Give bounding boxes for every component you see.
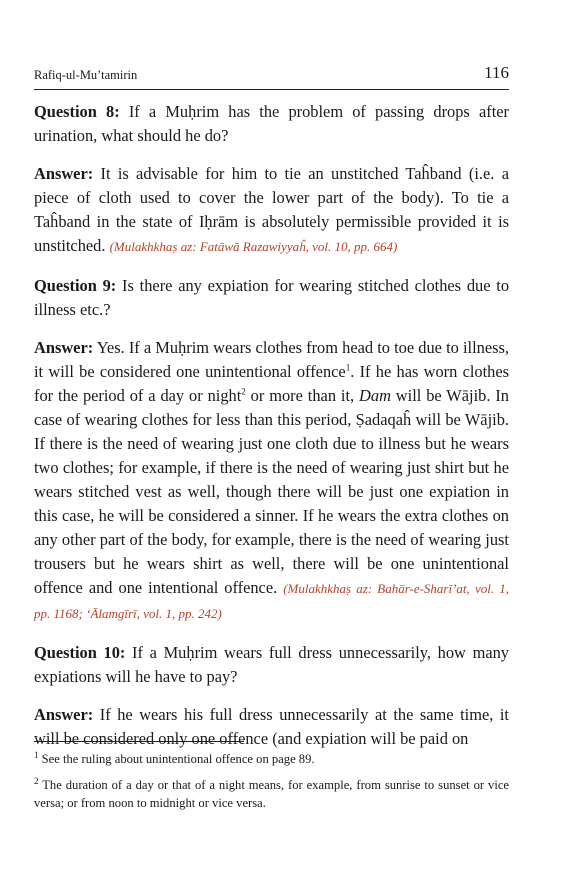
footnote-number: 2 bbox=[34, 775, 39, 786]
reference-citation: (Mulakhkhaṣ az: Fatāwā Razawiyyaĥ, vol. 10, pp. 664) bbox=[109, 239, 398, 254]
footnote-text: The duration of a day or that of a night means, for example, from sunrise to sunset or vice versa; or from noon to midnight or vice versa. bbox=[34, 778, 509, 810]
question-9 bbox=[34, 274, 509, 322]
question-text: If a Muḥrim has the problem of passing drops after urination, what should he do? bbox=[34, 102, 509, 145]
answer-text: . If he has worn clothes for the period of a day or night bbox=[34, 362, 510, 405]
footnote-text: See the ruling about unintentional offence on page 89. bbox=[38, 752, 315, 766]
footnotes bbox=[34, 750, 509, 820]
answer-8 bbox=[34, 162, 509, 259]
reference-citation: (Mulakhkhaṣ az: Bahār-e-Sharī’at, vol. 1, pp. 1168; ‘Ālamgīrī, vol. 1, pp. 242) bbox=[34, 581, 509, 621]
page-number: 116 bbox=[484, 63, 509, 82]
question-label: Question 8: bbox=[34, 102, 120, 121]
page-body bbox=[34, 100, 509, 766]
answer-10 bbox=[34, 703, 509, 751]
answer-label: Answer: bbox=[34, 338, 94, 357]
footnote-marker: 1 bbox=[345, 362, 351, 373]
running-title: Rafiq-ul-Mu’tamirin bbox=[34, 68, 138, 82]
term-dam: Dam bbox=[359, 386, 391, 405]
answer-label: Answer: bbox=[34, 164, 94, 183]
footnote-marker: 2 bbox=[241, 386, 246, 397]
answer-label: Answer: bbox=[34, 705, 94, 724]
question-text: If a Muḥrim wears full dress unnecessarily, how many expiations will he have to pay? bbox=[34, 643, 509, 686]
question-10 bbox=[34, 641, 509, 689]
footnote-number: 1 bbox=[34, 749, 39, 760]
answer-text: will be Wājib. In case of wearing clothes for less than this period, Ṣadaqaĥ will be Wājib. If there is the need of wearing just one cloth due to illness but he wears two clothes; for example, if there is the need of wearing just shirt but he wears stitched vest as well, though there will be just one expiation in this case, he will be considered a sinner. If he wears the extra clothes on any other part of the body, for example, there is the need of wearing just trousers but he wears shirt as well, there will be one unintentional offence and one intentional offence. bbox=[34, 386, 509, 597]
answer-text: If he wears his full dress unnecessarily at the same time, it will be considered only one offence (and expiation will be paid on bbox=[34, 705, 509, 748]
answer-9 bbox=[34, 336, 509, 626]
footnote-divider bbox=[34, 741, 244, 742]
question-text: Is there any expiation for wearing stitched clothes due to illness etc.? bbox=[34, 276, 510, 319]
answer-text: It is advisable for him to tie an unstitched Taĥband (i.e. a piece of cloth used to cover the lower part of the body). To tie a Taĥband in the state of Iḥrām is absolutely permissible provided it is unstitched. bbox=[34, 164, 509, 255]
footnote-1 bbox=[34, 750, 509, 768]
question-label: Question 10: bbox=[34, 643, 126, 662]
answer-text: or more than it, bbox=[245, 386, 360, 405]
footnote-2 bbox=[34, 776, 509, 812]
question-label: Question 9: bbox=[34, 276, 117, 295]
answer-text: Yes. If a Muḥrim wears clothes from head to toe due to illness, it will be considered one unintentional offence bbox=[34, 338, 509, 381]
page-header bbox=[34, 63, 509, 90]
question-8 bbox=[34, 100, 509, 148]
